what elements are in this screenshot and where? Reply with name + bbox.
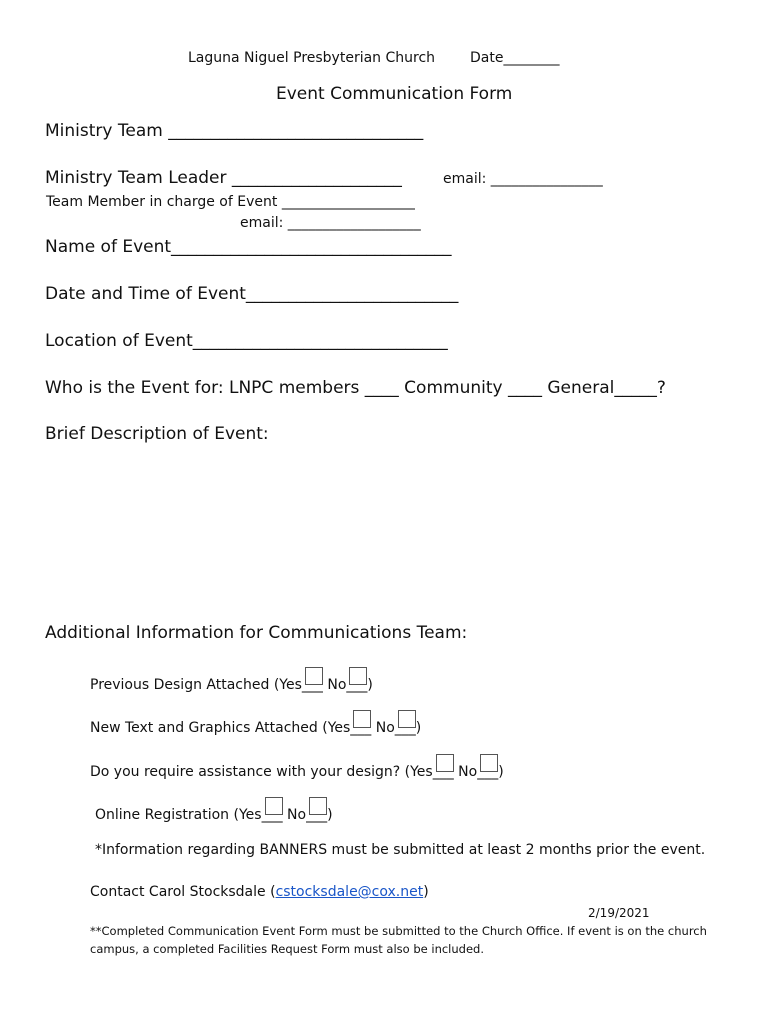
contact-suffix: ) xyxy=(423,884,429,900)
close-paren: ) xyxy=(498,764,504,780)
question-design-assistance xyxy=(90,754,504,780)
date-field[interactable]: Date________ xyxy=(470,50,560,66)
close-paren: ) xyxy=(415,720,422,736)
close-paren: ) xyxy=(327,807,333,823)
no-blank: ___ xyxy=(394,720,416,736)
banners-note: *Information regarding BANNERS must be submitted at least 2 months prior the event. xyxy=(95,842,706,858)
question-label: Do you require assistance with your design? xyxy=(90,764,401,780)
event-date-time-field[interactable]: Date and Time of Event_________________________ xyxy=(45,284,459,304)
team-member-field[interactable]: Team Member in charge of Event ___________________ xyxy=(46,194,415,210)
yes-checkbox[interactable] xyxy=(265,797,283,815)
question-label: Online Registration xyxy=(95,807,230,823)
yes-blank: ___ xyxy=(301,677,323,693)
yes-checkbox[interactable] xyxy=(353,710,371,728)
no-label: No xyxy=(287,807,307,823)
ministry-team-field[interactable]: Ministry Team ______________________________ xyxy=(45,121,424,141)
close-paren: ) xyxy=(367,677,373,693)
question-label: Previous Design Attached xyxy=(90,677,270,693)
no-label: No xyxy=(458,764,478,780)
event-audience-field[interactable]: Who is the Event for: LNPC members ____ Community ____ General_____? xyxy=(45,378,666,398)
revision-date: 2/19/2021 xyxy=(588,906,650,920)
leader-email-field[interactable]: email: ________________ xyxy=(443,171,603,187)
no-checkbox[interactable] xyxy=(309,797,327,815)
contact-email-link[interactable]: cstocksdale@cox.net xyxy=(275,884,424,900)
footer-note-line-2: campus, a completed Facilities Request Form must also be included. xyxy=(90,942,484,956)
yes-label: (Yes xyxy=(273,677,302,693)
yes-label: (Yes xyxy=(233,807,262,823)
ministry-team-leader-field[interactable]: Ministry Team Leader ____________________ xyxy=(45,168,402,188)
no-blank: ___ xyxy=(346,677,368,693)
question-previous-design xyxy=(90,667,373,693)
footer-note-line-1: **Completed Communication Event Form must be submitted to the Church Office. If event is on the church xyxy=(90,924,707,938)
event-description-area[interactable] xyxy=(45,450,725,610)
contact-prefix: Contact Carol Stocksdale ( xyxy=(90,884,276,900)
yes-blank: ___ xyxy=(261,807,283,823)
yes-checkbox[interactable] xyxy=(436,754,454,772)
no-checkbox[interactable] xyxy=(480,754,498,772)
additional-info-heading: Additional Information for Communications Team: xyxy=(45,623,468,643)
yes-blank: ___ xyxy=(432,764,454,780)
member-email-field[interactable]: email: ___________________ xyxy=(240,215,421,231)
no-label: No xyxy=(375,720,395,736)
event-location-field[interactable]: Location of Event______________________________ xyxy=(45,331,448,351)
event-description-label: Brief Description of Event: xyxy=(45,424,269,444)
yes-label: (Yes xyxy=(322,720,351,736)
question-new-text-graphics xyxy=(90,710,421,736)
question-label: New Text and Graphics Attached xyxy=(90,720,318,736)
no-blank: ___ xyxy=(306,807,328,823)
no-label: No xyxy=(327,677,347,693)
no-checkbox[interactable] xyxy=(398,710,416,728)
no-blank: ___ xyxy=(477,764,499,780)
yes-blank: ___ xyxy=(350,720,372,736)
church-name: Laguna Niguel Presbyterian Church xyxy=(188,50,436,66)
event-name-field[interactable]: Name of Event_________________________________ xyxy=(45,237,452,257)
no-checkbox[interactable] xyxy=(349,667,367,685)
form-title: Event Communication Form xyxy=(276,84,513,104)
contact-line xyxy=(90,884,429,900)
yes-checkbox[interactable] xyxy=(305,667,323,685)
question-online-registration xyxy=(95,797,333,823)
yes-label: (Yes xyxy=(404,764,433,780)
